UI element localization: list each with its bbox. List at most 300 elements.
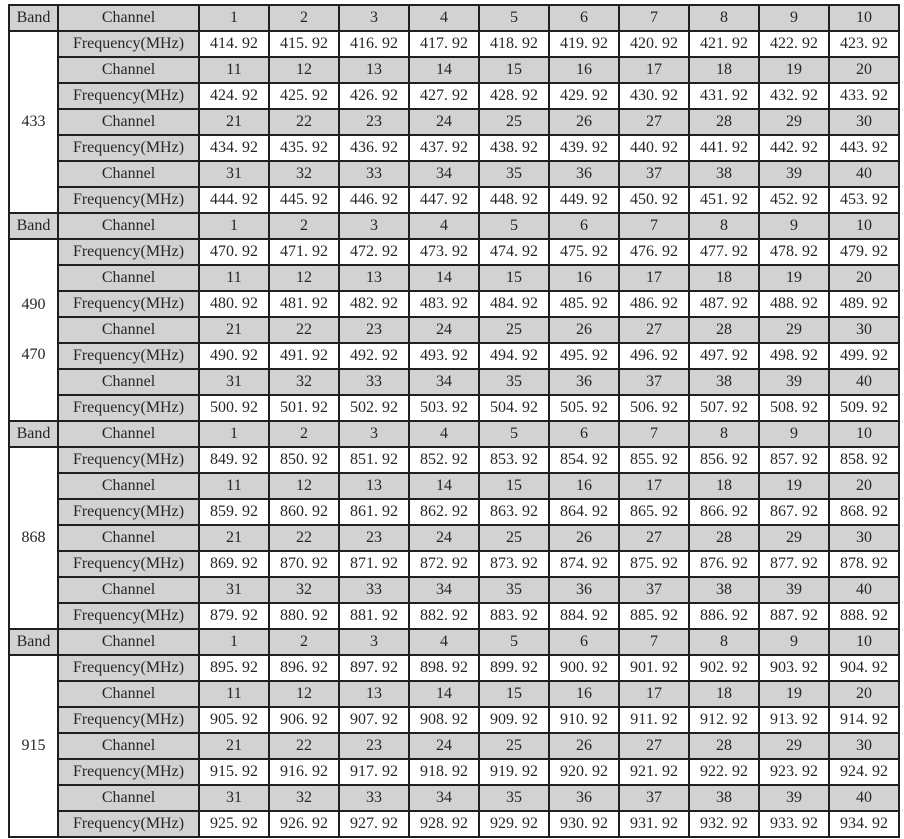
band-name-line: 470 (21, 346, 46, 363)
channel-number-cell: 11 (199, 473, 269, 499)
channel-number-cell: 18 (689, 681, 759, 707)
frequency-label-cell: Frequency(MHz) (58, 135, 199, 161)
frequency-value-cell: 495. 92 (549, 343, 619, 369)
frequency-value-cell: 427. 92 (409, 83, 479, 109)
channel-number-cell: 33 (339, 785, 409, 811)
frequency-label-cell: Frequency(MHz) (58, 239, 199, 265)
frequency-row (9, 707, 899, 733)
channel-number-cell: 2 (269, 421, 339, 447)
channel-number-cell: 20 (829, 57, 899, 83)
channel-number-cell: 22 (269, 317, 339, 343)
frequency-value-cell: 485. 92 (549, 291, 619, 317)
frequency-value-cell: 504. 92 (479, 395, 549, 421)
frequency-value-cell: 490. 92 (199, 343, 269, 369)
channel-number-cell: 40 (829, 785, 899, 811)
frequency-value-cell: 503. 92 (409, 395, 479, 421)
frequency-value-cell: 860. 92 (269, 499, 339, 525)
frequency-value-cell: 918. 92 (409, 759, 479, 785)
channel-number-cell: 31 (199, 577, 269, 603)
channel-number-cell: 36 (549, 161, 619, 187)
frequency-value-cell: 418. 92 (479, 31, 549, 57)
frequency-value-cell: 908. 92 (409, 707, 479, 733)
frequency-value-cell: 430. 92 (619, 83, 689, 109)
frequency-label-cell: Frequency(MHz) (58, 83, 199, 109)
channel-number-cell: 30 (829, 525, 899, 551)
channel-number-cell: 32 (269, 577, 339, 603)
channel-number-cell: 7 (619, 629, 689, 655)
channel-number-cell: 39 (759, 577, 829, 603)
channel-label-cell: Channel (58, 369, 199, 395)
channel-number-cell: 21 (199, 109, 269, 135)
frequency-value-cell: 924. 92 (829, 759, 899, 785)
channel-number-cell: 5 (479, 213, 549, 239)
channel-number-cell: 28 (689, 109, 759, 135)
channel-number-cell: 20 (829, 473, 899, 499)
frequency-value-cell: 910. 92 (549, 707, 619, 733)
frequency-value-cell: 863. 92 (479, 499, 549, 525)
frequency-value-cell: 855. 92 (619, 447, 689, 473)
frequency-value-cell: 932. 92 (689, 811, 759, 837)
frequency-value-cell: 505. 92 (549, 395, 619, 421)
frequency-row (9, 135, 899, 161)
channel-label-cell: Channel (58, 213, 199, 239)
table-body (9, 5, 899, 837)
channel-number-cell: 23 (339, 733, 409, 759)
frequency-value-cell: 925. 92 (199, 811, 269, 837)
frequency-label-cell: Frequency(MHz) (58, 811, 199, 837)
channel-number-cell: 15 (479, 681, 549, 707)
channel-number-cell: 13 (339, 57, 409, 83)
channel-label-cell: Channel (58, 5, 199, 31)
channel-number-cell: 19 (759, 57, 829, 83)
band-name-line: 868 (21, 529, 46, 546)
channel-number-cell: 13 (339, 265, 409, 291)
channel-number-cell: 35 (479, 369, 549, 395)
frequency-value-cell: 912. 92 (689, 707, 759, 733)
band-name-lines (10, 448, 57, 628)
frequency-value-cell: 479. 92 (829, 239, 899, 265)
frequency-value-cell: 909. 92 (479, 707, 549, 733)
frequency-value-cell: 862. 92 (409, 499, 479, 525)
frequency-value-cell: 911. 92 (619, 707, 689, 733)
band-name-cell (9, 447, 58, 629)
frequency-value-cell: 436. 92 (339, 135, 409, 161)
channel-number-cell: 7 (619, 421, 689, 447)
section-header-row (9, 421, 899, 447)
channel-number-cell: 34 (409, 785, 479, 811)
channel-number-cell: 10 (829, 629, 899, 655)
frequency-value-cell: 886. 92 (689, 603, 759, 629)
frequency-value-cell: 896. 92 (269, 655, 339, 681)
channel-number-cell: 9 (759, 629, 829, 655)
frequency-value-cell: 852. 92 (409, 447, 479, 473)
frequency-value-cell: 931. 92 (619, 811, 689, 837)
frequency-row (9, 31, 899, 57)
frequency-row (9, 83, 899, 109)
band-header-cell: Band (9, 629, 58, 655)
channel-number-cell: 40 (829, 161, 899, 187)
channel-label-cell: Channel (58, 785, 199, 811)
frequency-value-cell: 497. 92 (689, 343, 759, 369)
frequency-value-cell: 854. 92 (549, 447, 619, 473)
frequency-value-cell: 895. 92 (199, 655, 269, 681)
channel-row (9, 733, 899, 759)
channel-number-cell: 8 (689, 213, 759, 239)
frequency-value-cell: 441. 92 (689, 135, 759, 161)
channel-number-cell: 12 (269, 265, 339, 291)
frequency-value-cell: 921. 92 (619, 759, 689, 785)
channel-number-cell: 23 (339, 525, 409, 551)
channel-number-cell: 26 (549, 733, 619, 759)
channel-number-cell: 40 (829, 577, 899, 603)
frequency-value-cell: 865. 92 (619, 499, 689, 525)
frequency-value-cell: 857. 92 (759, 447, 829, 473)
frequency-value-cell: 880. 92 (269, 603, 339, 629)
channel-number-cell: 3 (339, 421, 409, 447)
channel-number-cell: 1 (199, 5, 269, 31)
channel-number-cell: 30 (829, 109, 899, 135)
channel-number-cell: 11 (199, 57, 269, 83)
frequency-value-cell: 477. 92 (689, 239, 759, 265)
channel-number-cell: 32 (269, 785, 339, 811)
frequency-row (9, 811, 899, 837)
frequency-value-cell: 859. 92 (199, 499, 269, 525)
frequency-label-cell: Frequency(MHz) (58, 31, 199, 57)
channel-label-cell: Channel (58, 577, 199, 603)
frequency-value-cell: 416. 92 (339, 31, 409, 57)
channel-number-cell: 24 (409, 109, 479, 135)
channel-number-cell: 21 (199, 733, 269, 759)
frequency-value-cell: 884. 92 (549, 603, 619, 629)
frequency-value-cell: 920. 92 (549, 759, 619, 785)
frequency-value-cell: 452. 92 (759, 187, 829, 213)
frequency-value-cell: 439. 92 (549, 135, 619, 161)
channel-number-cell: 2 (269, 629, 339, 655)
channel-number-cell: 27 (619, 317, 689, 343)
channel-number-cell: 39 (759, 161, 829, 187)
channel-number-cell: 9 (759, 5, 829, 31)
frequency-value-cell: 926. 92 (269, 811, 339, 837)
channel-number-cell: 16 (549, 473, 619, 499)
channel-row (9, 265, 899, 291)
frequency-row (9, 603, 899, 629)
frequency-label-cell: Frequency(MHz) (58, 707, 199, 733)
frequency-value-cell: 899. 92 (479, 655, 549, 681)
frequency-row (9, 551, 899, 577)
band-name-line: 490 (21, 296, 46, 313)
channel-number-cell: 14 (409, 57, 479, 83)
channel-number-cell: 37 (619, 577, 689, 603)
channel-number-cell: 32 (269, 369, 339, 395)
channel-row (9, 525, 899, 551)
frequency-value-cell: 901. 92 (619, 655, 689, 681)
channel-number-cell: 22 (269, 733, 339, 759)
channel-number-cell: 1 (199, 421, 269, 447)
frequency-value-cell: 933. 92 (759, 811, 829, 837)
frequency-value-cell: 437. 92 (409, 135, 479, 161)
frequency-value-cell: 426. 92 (339, 83, 409, 109)
channel-number-cell: 25 (479, 109, 549, 135)
frequency-value-cell: 438. 92 (479, 135, 549, 161)
frequency-row (9, 447, 899, 473)
channel-number-cell: 3 (339, 629, 409, 655)
frequency-value-cell: 905. 92 (199, 707, 269, 733)
channel-number-cell: 26 (549, 525, 619, 551)
frequency-value-cell: 869. 92 (199, 551, 269, 577)
channel-number-cell: 18 (689, 57, 759, 83)
frequency-value-cell: 484. 92 (479, 291, 549, 317)
channel-number-cell: 1 (199, 213, 269, 239)
frequency-value-cell: 487. 92 (689, 291, 759, 317)
frequency-value-cell: 488. 92 (759, 291, 829, 317)
channel-label-cell: Channel (58, 629, 199, 655)
frequency-value-cell: 494. 92 (479, 343, 549, 369)
frequency-value-cell: 509. 92 (829, 395, 899, 421)
frequency-row (9, 343, 899, 369)
frequency-value-cell: 419. 92 (549, 31, 619, 57)
frequency-value-cell: 930. 92 (549, 811, 619, 837)
frequency-row (9, 395, 899, 421)
channel-number-cell: 11 (199, 681, 269, 707)
channel-number-cell: 9 (759, 213, 829, 239)
frequency-value-cell: 415. 92 (269, 31, 339, 57)
channel-number-cell: 28 (689, 525, 759, 551)
channel-number-cell: 20 (829, 265, 899, 291)
frequency-value-cell: 442. 92 (759, 135, 829, 161)
channel-number-cell: 37 (619, 369, 689, 395)
frequency-label-cell: Frequency(MHz) (58, 759, 199, 785)
channel-number-cell: 25 (479, 733, 549, 759)
channel-number-cell: 15 (479, 57, 549, 83)
channel-number-cell: 17 (619, 57, 689, 83)
channel-number-cell: 17 (619, 265, 689, 291)
frequency-value-cell: 870. 92 (269, 551, 339, 577)
channel-number-cell: 40 (829, 369, 899, 395)
frequency-value-cell: 501. 92 (269, 395, 339, 421)
channel-number-cell: 6 (549, 421, 619, 447)
channel-number-cell: 13 (339, 473, 409, 499)
frequency-value-cell: 883. 92 (479, 603, 549, 629)
band-name-lines (10, 656, 57, 836)
channel-number-cell: 24 (409, 733, 479, 759)
channel-row (9, 317, 899, 343)
frequency-value-cell: 875. 92 (619, 551, 689, 577)
frequency-value-cell: 475. 92 (549, 239, 619, 265)
channel-number-cell: 23 (339, 317, 409, 343)
frequency-value-cell: 506. 92 (619, 395, 689, 421)
frequency-value-cell: 428. 92 (479, 83, 549, 109)
frequency-row (9, 239, 899, 265)
frequency-value-cell: 476. 92 (619, 239, 689, 265)
frequency-value-cell: 904. 92 (829, 655, 899, 681)
frequency-value-cell: 499. 92 (829, 343, 899, 369)
frequency-value-cell: 481. 92 (269, 291, 339, 317)
frequency-value-cell: 483. 92 (409, 291, 479, 317)
channel-number-cell: 12 (269, 681, 339, 707)
channel-number-cell: 16 (549, 265, 619, 291)
frequency-value-cell: 858. 92 (829, 447, 899, 473)
frequency-value-cell: 913. 92 (759, 707, 829, 733)
channel-number-cell: 6 (549, 629, 619, 655)
band-name-lines (10, 32, 57, 212)
channel-number-cell: 5 (479, 5, 549, 31)
channel-number-cell: 21 (199, 317, 269, 343)
frequency-value-cell: 440. 92 (619, 135, 689, 161)
frequency-value-cell: 417. 92 (409, 31, 479, 57)
channel-label-cell: Channel (58, 161, 199, 187)
frequency-row (9, 499, 899, 525)
frequency-value-cell: 473. 92 (409, 239, 479, 265)
frequency-value-cell: 882. 92 (409, 603, 479, 629)
channel-row (9, 369, 899, 395)
frequency-value-cell: 898. 92 (409, 655, 479, 681)
frequency-value-cell: 491. 92 (269, 343, 339, 369)
channel-number-cell: 34 (409, 577, 479, 603)
channel-number-cell: 29 (759, 733, 829, 759)
frequency-value-cell: 902. 92 (689, 655, 759, 681)
frequency-value-cell: 872. 92 (409, 551, 479, 577)
channel-number-cell: 19 (759, 681, 829, 707)
channel-row (9, 57, 899, 83)
channel-number-cell: 19 (759, 265, 829, 291)
frequency-value-cell: 423. 92 (829, 31, 899, 57)
channel-number-cell: 12 (269, 473, 339, 499)
frequency-value-cell: 422. 92 (759, 31, 829, 57)
band-name-cell (9, 31, 58, 213)
frequency-value-cell: 492. 92 (339, 343, 409, 369)
channel-number-cell: 23 (339, 109, 409, 135)
frequency-label-cell: Frequency(MHz) (58, 551, 199, 577)
channel-number-cell: 32 (269, 161, 339, 187)
channel-number-cell: 3 (339, 5, 409, 31)
frequency-value-cell: 493. 92 (409, 343, 479, 369)
frequency-row (9, 187, 899, 213)
channel-row (9, 473, 899, 499)
channel-row (9, 785, 899, 811)
frequency-label-cell: Frequency(MHz) (58, 395, 199, 421)
frequency-value-cell: 853. 92 (479, 447, 549, 473)
frequency-value-cell: 914. 92 (829, 707, 899, 733)
channel-number-cell: 18 (689, 265, 759, 291)
frequency-value-cell: 888. 92 (829, 603, 899, 629)
channel-number-cell: 4 (409, 5, 479, 31)
frequency-value-cell: 876. 92 (689, 551, 759, 577)
channel-row (9, 681, 899, 707)
frequency-value-cell: 507. 92 (689, 395, 759, 421)
frequency-label-cell: Frequency(MHz) (58, 499, 199, 525)
frequency-value-cell: 471. 92 (269, 239, 339, 265)
channel-number-cell: 33 (339, 161, 409, 187)
channel-number-cell: 1 (199, 629, 269, 655)
channel-number-cell: 27 (619, 525, 689, 551)
channel-number-cell: 22 (269, 525, 339, 551)
frequency-value-cell: 907. 92 (339, 707, 409, 733)
channel-number-cell: 36 (549, 577, 619, 603)
channel-number-cell: 8 (689, 5, 759, 31)
frequency-value-cell: 482. 92 (339, 291, 409, 317)
channel-number-cell: 15 (479, 473, 549, 499)
channel-number-cell: 7 (619, 5, 689, 31)
channel-number-cell: 2 (269, 5, 339, 31)
frequency-value-cell: 878. 92 (829, 551, 899, 577)
channel-number-cell: 20 (829, 681, 899, 707)
channel-number-cell: 35 (479, 161, 549, 187)
frequency-value-cell: 928. 92 (409, 811, 479, 837)
channel-number-cell: 10 (829, 421, 899, 447)
frequency-value-cell: 502. 92 (339, 395, 409, 421)
frequency-row (9, 291, 899, 317)
frequency-value-cell: 866. 92 (689, 499, 759, 525)
frequency-value-cell: 470. 92 (199, 239, 269, 265)
channel-number-cell: 35 (479, 785, 549, 811)
frequency-value-cell: 429. 92 (549, 83, 619, 109)
section-header-row (9, 5, 899, 31)
channel-number-cell: 7 (619, 213, 689, 239)
channel-number-cell: 39 (759, 785, 829, 811)
channel-label-cell: Channel (58, 109, 199, 135)
channel-number-cell: 30 (829, 733, 899, 759)
channel-number-cell: 29 (759, 525, 829, 551)
channel-number-cell: 18 (689, 473, 759, 499)
channel-number-cell: 31 (199, 161, 269, 187)
channel-number-cell: 33 (339, 369, 409, 395)
channel-number-cell: 28 (689, 317, 759, 343)
channel-number-cell: 19 (759, 473, 829, 499)
channel-number-cell: 38 (689, 785, 759, 811)
frequency-value-cell: 496. 92 (619, 343, 689, 369)
frequency-value-cell: 425. 92 (269, 83, 339, 109)
frequency-value-cell: 929. 92 (479, 811, 549, 837)
frequency-value-cell: 906. 92 (269, 707, 339, 733)
frequency-value-cell: 850. 92 (269, 447, 339, 473)
section-header-row (9, 213, 899, 239)
channel-number-cell: 14 (409, 681, 479, 707)
frequency-value-cell: 421. 92 (689, 31, 759, 57)
frequency-value-cell: 498. 92 (759, 343, 829, 369)
frequency-value-cell: 864. 92 (549, 499, 619, 525)
frequency-value-cell: 856. 92 (689, 447, 759, 473)
channel-number-cell: 4 (409, 421, 479, 447)
channel-number-cell: 31 (199, 785, 269, 811)
band-name-line: 915 (21, 737, 46, 754)
channel-number-cell: 5 (479, 629, 549, 655)
channel-number-cell: 21 (199, 525, 269, 551)
channel-number-cell: 4 (409, 213, 479, 239)
channel-label-cell: Channel (58, 317, 199, 343)
channel-number-cell: 16 (549, 57, 619, 83)
frequency-value-cell: 433. 92 (829, 83, 899, 109)
channel-number-cell: 38 (689, 161, 759, 187)
frequency-value-cell: 414. 92 (199, 31, 269, 57)
frequency-value-cell: 445. 92 (269, 187, 339, 213)
channel-number-cell: 2 (269, 213, 339, 239)
channel-row (9, 577, 899, 603)
frequency-value-cell: 861. 92 (339, 499, 409, 525)
frequency-value-cell: 873. 92 (479, 551, 549, 577)
channel-number-cell: 37 (619, 785, 689, 811)
frequency-value-cell: 916. 92 (269, 759, 339, 785)
channel-number-cell: 37 (619, 161, 689, 187)
channel-number-cell: 12 (269, 57, 339, 83)
frequency-label-cell: Frequency(MHz) (58, 655, 199, 681)
band-name-cell (9, 239, 58, 421)
frequency-value-cell: 879. 92 (199, 603, 269, 629)
channel-number-cell: 36 (549, 369, 619, 395)
channel-number-cell: 38 (689, 577, 759, 603)
frequency-value-cell: 480. 92 (199, 291, 269, 317)
channel-label-cell: Channel (58, 421, 199, 447)
frequency-value-cell: 917. 92 (339, 759, 409, 785)
